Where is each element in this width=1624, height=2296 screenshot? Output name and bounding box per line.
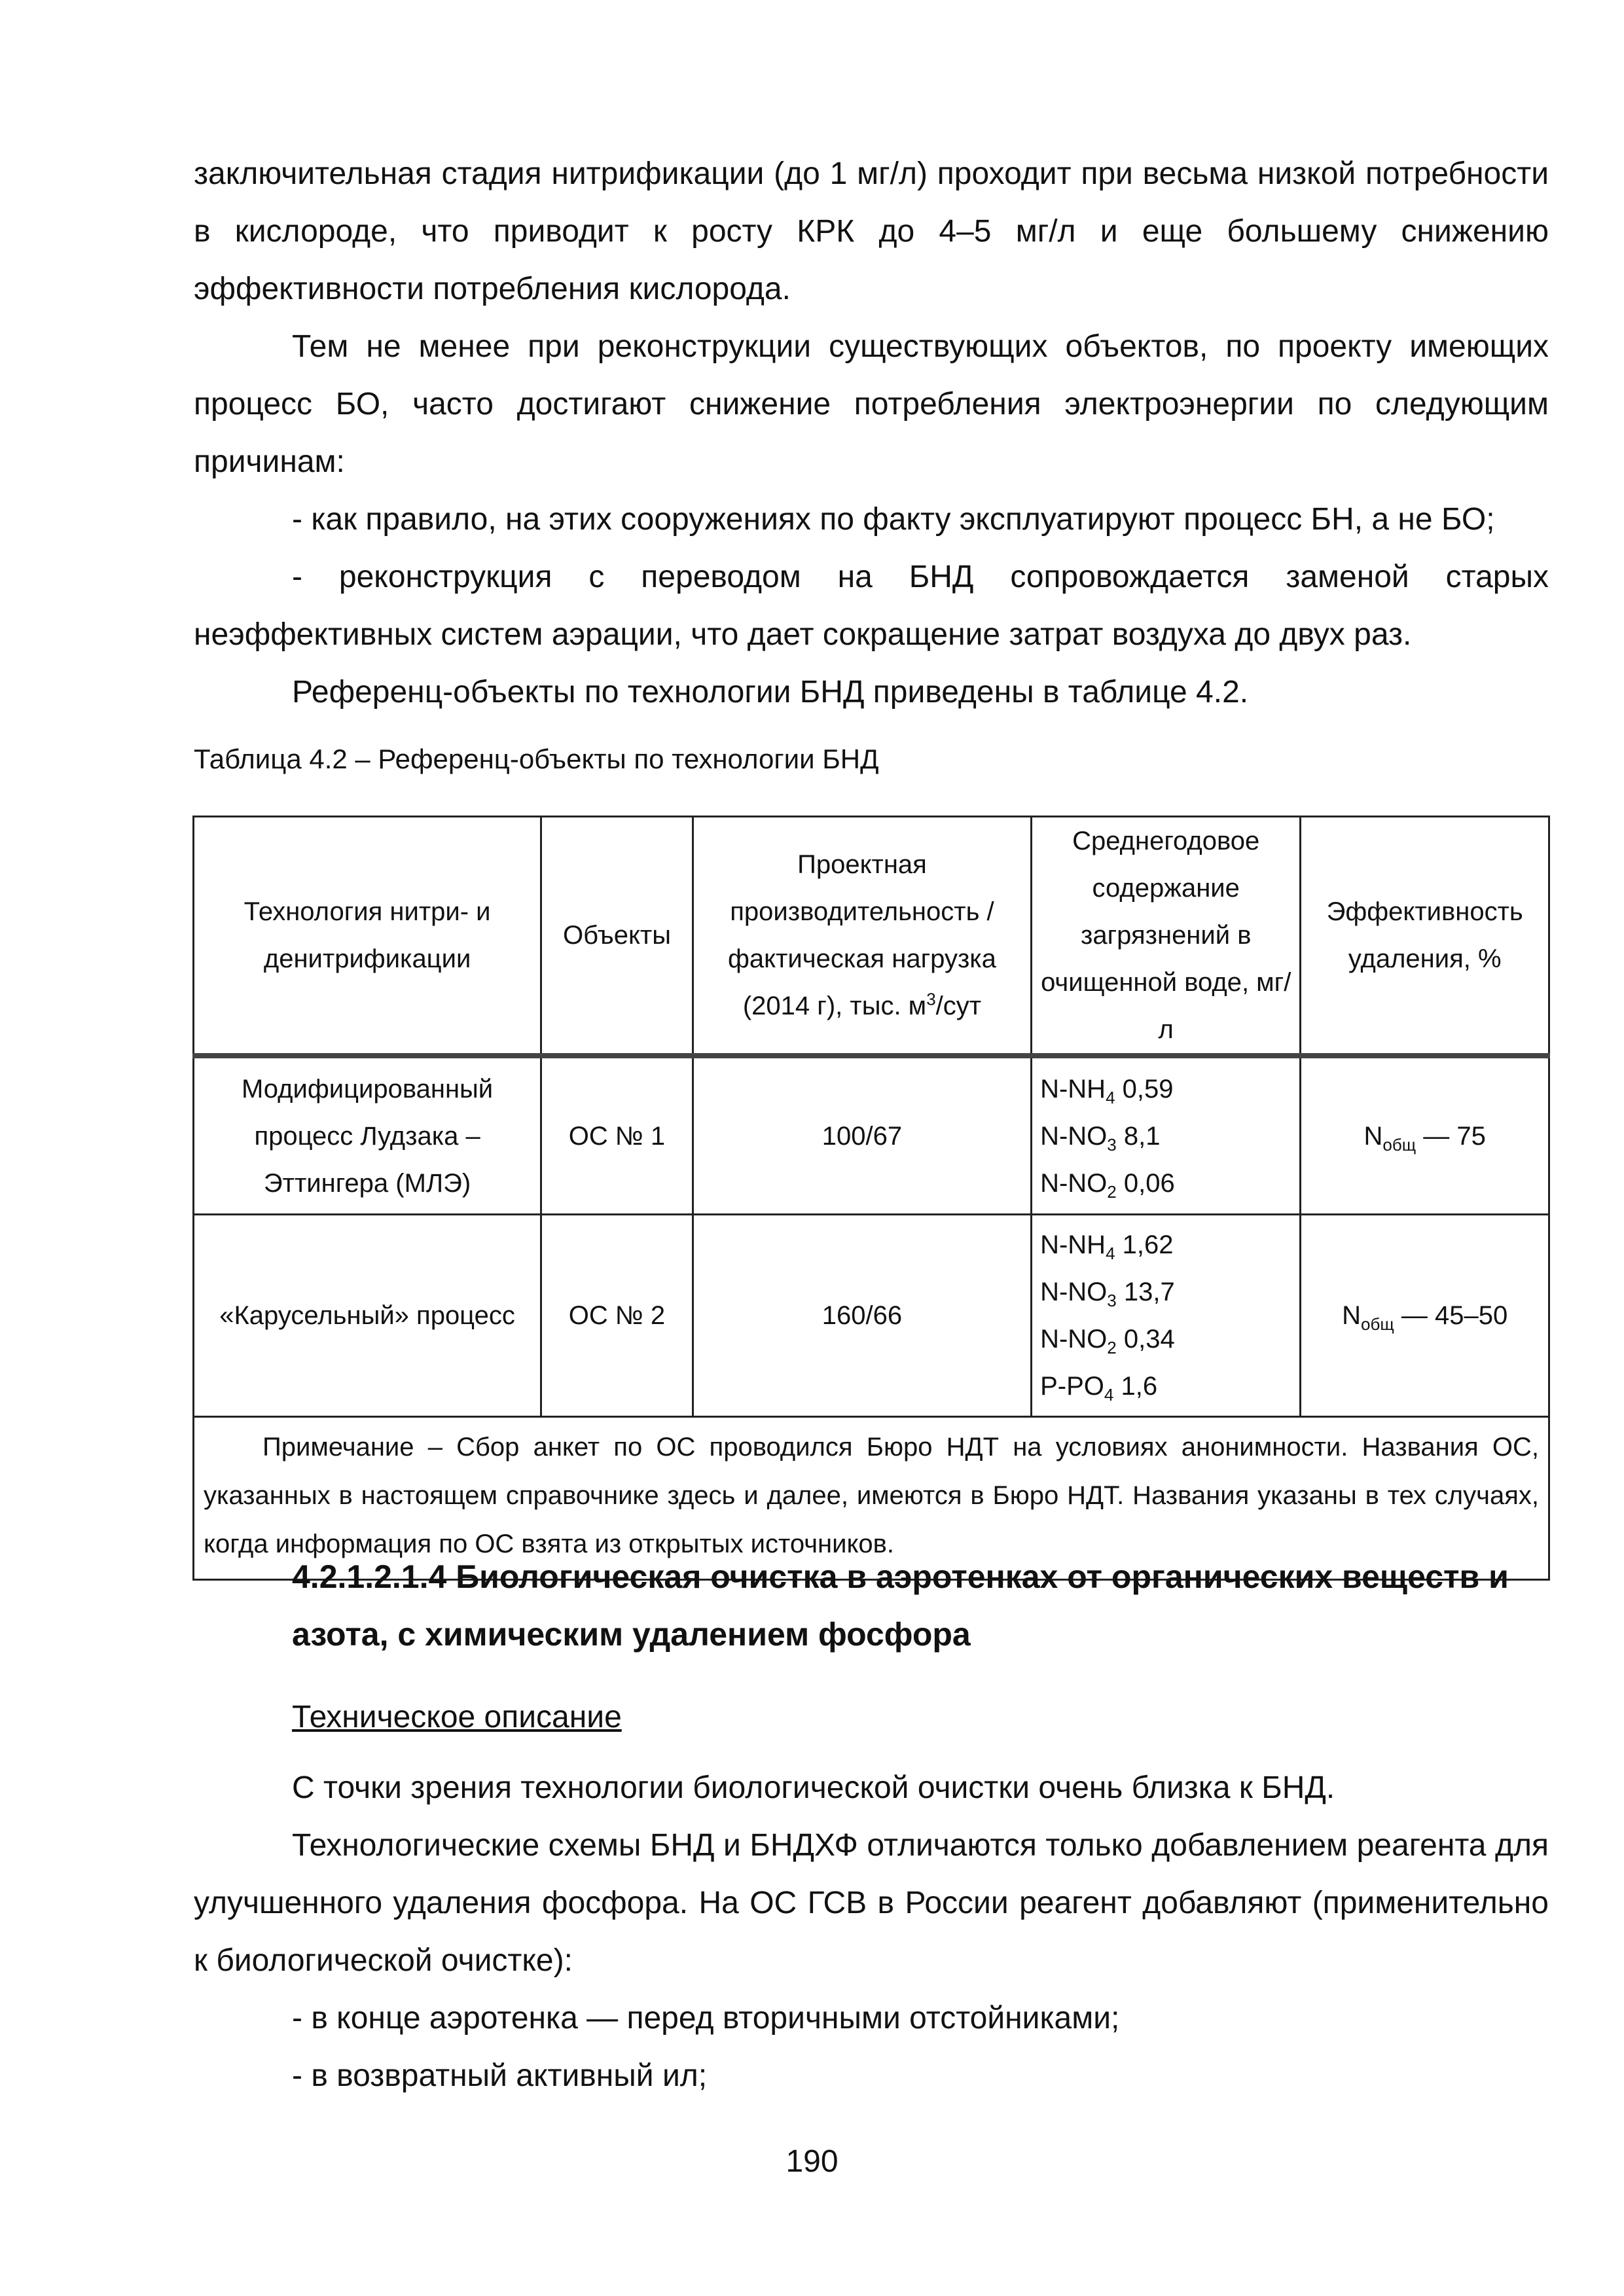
row-efficiency: $N_{общ}$ — 75 xyxy=(1301,1056,1549,1215)
page-number: 190 xyxy=(785,2144,839,2179)
bullet-2: - реконструкция с переводом на БНД сопровождается заменой старых неэффективных систем аэрации, что дает сокращение затрат воздуха до двух раз. xyxy=(194,560,1549,652)
row-object: ОС № 1 xyxy=(541,1056,693,1215)
table-note: Примечание – Сбор анкет по ОС проводился Бюро НДТ на условиях анонимности. Названия ОС, указанных в настоящем справочнике здесь и далее, имеются в Бюро НДТ. Названия указаны в тех случаях, когда информация по ОС взята из открытых источников. xyxy=(194,1417,1549,1580)
row-technology: «Карусельный» процесс xyxy=(194,1215,541,1417)
row-efficiency: $N_{общ}$ — 45–50 xyxy=(1301,1215,1549,1417)
pollutant-value: $N-NO_2$ 0,06 xyxy=(1040,1168,1175,1202)
pollutant-value: $N-NO_3$ 8,1 xyxy=(1040,1121,1161,1155)
row-pollutants xyxy=(1032,1056,1301,1215)
header-efficiency: Эффективность удаления, % xyxy=(1301,817,1549,1056)
table-caption: Таблица 4.2 – Референц-объекты по технологии БНД xyxy=(194,744,879,774)
header-objects: Объекты xyxy=(541,817,693,1056)
pollutant-value: $N-NO_2$ 0,34 xyxy=(1040,1325,1175,1357)
table-row xyxy=(194,1215,1549,1417)
header-technology: Технология нитри- и денитрификации xyxy=(194,817,541,1056)
section-heading: 4.2.1.2.1.4 Биологическая очистка в аэротенках от органических веществ и азота, с химическим удалением фосфора xyxy=(292,1558,1509,1653)
intro-paragraph-2: Тем не менее при реконструкции существующих объектов, по проекту имеющих процесс БО, часто достигают снижение потребления электроэнергии по следующим причинам: xyxy=(194,329,1549,479)
pollutant-value: $N-NH_4$ 1,62 xyxy=(1040,1230,1174,1263)
table-reference-paragraph: Референц-объекты по технологии БНД приведены в таблице 4.2. xyxy=(292,675,1249,709)
row-technology: Модифицированный процесс Лудзака –Эттингера (МЛЭ) xyxy=(194,1056,541,1215)
reference-objects-table xyxy=(192,816,1550,1581)
header-pollutants: Среднегодовое содержание загрязнений в очищенной воде, мг/л xyxy=(1032,817,1301,1056)
row-object: ОС № 2 xyxy=(541,1215,693,1417)
section-bullet-2: - в возвратный активный ил; xyxy=(292,2058,708,2093)
pollutant-value: $P-PO_4$ 1,6 xyxy=(1040,1372,1158,1405)
section-bullet-1: - в конце аэротенка — перед вторичными отстойниками; xyxy=(292,2001,1120,2036)
table-header-row xyxy=(194,817,1549,1056)
bullet-1: - как правило, на этих сооружениях по факту эксплуатируют процесс БН, а не БО; xyxy=(292,502,1495,537)
pollutant-value: $N-NO_3$ 13,7 xyxy=(1040,1278,1175,1310)
intro-paragraph-1: заключительная стадия нитрификации (до 1 мг/л) проходит при весьма низкой потребности в кислороде, что приводит к росту КРК до 4–5 мг/л и еще большему снижению эффективности потребления кислорода. xyxy=(194,156,1549,306)
row-pollutants xyxy=(1032,1215,1301,1417)
section-paragraph-2: Технологические схемы БНД и БНДХФ отличаются только добавлением реагента для улучшенного удаления фосфора. На ОС ГСВ в России реагент добавляют (применительно к биологической очистке): xyxy=(194,1828,1549,1978)
section-paragraph-1: С точки зрения технологии биологической очистки очень близка к БНД. xyxy=(292,1770,1335,1805)
row-capacity: 100/67 xyxy=(693,1056,1031,1215)
row-capacity: 160/66 xyxy=(693,1215,1031,1417)
table-row xyxy=(194,1056,1549,1215)
header-capacity: Проектная производительность / фактическая нагрузка (2014 г), тыс. $м^3$/сут xyxy=(693,817,1031,1056)
pollutant-value: $N-NH_4$ 0,59 xyxy=(1040,1074,1174,1107)
section-subheading: Техническое описание xyxy=(292,1700,622,1734)
